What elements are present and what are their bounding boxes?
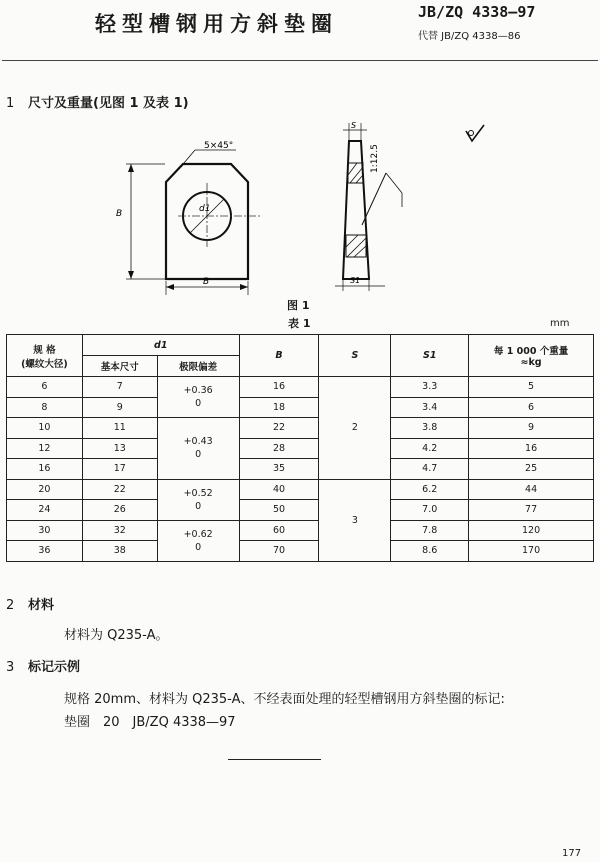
table-row <box>7 520 594 541</box>
cell-s1: 3.3 <box>391 377 469 398</box>
cell-weight: 5 <box>469 377 594 398</box>
washer-side-outline <box>343 141 369 279</box>
table-row <box>7 377 594 398</box>
chamfer-leader <box>178 150 195 170</box>
cell-tolerance: +0.43 0 <box>157 418 239 480</box>
cell-s1: 3.4 <box>391 397 469 418</box>
cell-spec: 12 <box>7 438 83 459</box>
cell-tolerance: +0.62 0 <box>157 520 239 561</box>
cell-weight: 25 <box>469 459 594 480</box>
section-2-number: 2 <box>6 598 15 613</box>
dim-arrow-right <box>240 284 248 290</box>
table-row <box>7 418 594 439</box>
table-row <box>7 541 594 562</box>
cell-d1: 9 <box>82 397 157 418</box>
cell-weight: 9 <box>469 418 594 439</box>
document-title: 轻型槽钢用方斜垫圈 <box>95 12 338 36</box>
cell-spec: 20 <box>7 479 83 500</box>
section-2-title: 材料 <box>28 598 55 613</box>
cell-d1: 22 <box>82 479 157 500</box>
section-1-number: 1 <box>6 96 15 111</box>
cell-b: 16 <box>239 377 319 398</box>
cell-s1: 7.0 <box>391 500 469 521</box>
cell-spec: 10 <box>7 418 83 439</box>
cell-spec: 30 <box>7 520 83 541</box>
cell-d1: 11 <box>82 418 157 439</box>
section-hatch-top <box>348 163 363 183</box>
header-d1-tolerance: 极限偏差 <box>157 356 239 377</box>
chamfer-label: 5×45° <box>204 141 234 151</box>
cell-spec: 6 <box>7 377 83 398</box>
dim-arrow-left <box>166 284 174 290</box>
cell-weight: 120 <box>469 520 594 541</box>
section-hatch-bottom <box>346 235 366 257</box>
cell-tolerance: +0.36 0 <box>157 377 239 418</box>
page-number: 177 <box>562 848 582 859</box>
cell-b: 50 <box>239 500 319 521</box>
section-1-title: 尺寸及重量(见图 1 及表 1) <box>28 96 189 111</box>
hole-label: d1 <box>199 204 211 214</box>
dim-arrow-up <box>128 164 134 172</box>
replaces-standard: 代替 JB/ZQ 4338—86 <box>418 31 521 42</box>
s1-label: S1 <box>350 276 361 285</box>
section-1-heading <box>6 92 189 111</box>
header-divider <box>2 60 598 61</box>
marking-example: 垫圈 20 JB/ZQ 4338—97 <box>64 715 236 730</box>
section-2-heading <box>6 594 54 613</box>
figure-caption: 图 1 <box>287 299 310 312</box>
cell-s: 3 <box>319 479 391 561</box>
cell-b: 35 <box>239 459 319 480</box>
dimension-table <box>6 334 594 562</box>
table-row <box>7 500 594 521</box>
cell-d1: 13 <box>82 438 157 459</box>
cell-b: 70 <box>239 541 319 562</box>
cell-b: 40 <box>239 479 319 500</box>
cell-b: 22 <box>239 418 319 439</box>
cell-s1: 7.8 <box>391 520 469 541</box>
footer-divider <box>228 759 321 760</box>
cell-s: 2 <box>319 377 391 480</box>
header-s: S <box>319 335 391 377</box>
cell-d1: 26 <box>82 500 157 521</box>
table-caption: 表 1 <box>288 317 311 330</box>
header-spec: 规 格 (螺纹大径) <box>7 335 83 377</box>
cell-d1: 38 <box>82 541 157 562</box>
cell-b: 28 <box>239 438 319 459</box>
header-weight: 每 1 000 个重量 ≈kg <box>469 335 594 377</box>
cell-weight: 6 <box>469 397 594 418</box>
cell-tolerance: +0.52 0 <box>157 479 239 520</box>
cell-spec: 36 <box>7 541 83 562</box>
dim-arrow-down <box>128 271 134 279</box>
header-d1: d1 <box>82 335 239 356</box>
material-text: 材料为 Q235-A。 <box>64 628 169 643</box>
cell-b: 18 <box>239 397 319 418</box>
cell-spec: 16 <box>7 459 83 480</box>
slope-line <box>362 173 386 225</box>
figure-1-drawing <box>0 115 600 305</box>
marking-description: 规格 20mm、材料为 Q235-A、不经表面处理的轻型槽钢用方斜垫圈的标记: <box>64 692 505 707</box>
cell-weight: 44 <box>469 479 594 500</box>
cell-weight: 16 <box>469 438 594 459</box>
header-s1: S1 <box>391 335 469 377</box>
table-unit: mm <box>550 318 570 329</box>
s-label: S <box>351 121 357 130</box>
section-3-number: 3 <box>6 660 15 675</box>
cell-d1: 17 <box>82 459 157 480</box>
cell-d1: 32 <box>82 520 157 541</box>
table-row <box>7 397 594 418</box>
cell-b: 60 <box>239 520 319 541</box>
cell-spec: 24 <box>7 500 83 521</box>
dim-b-horizontal-label: B <box>203 277 210 287</box>
cell-weight: 77 <box>469 500 594 521</box>
section-3-heading <box>6 656 80 675</box>
dim-b-vertical-label: B <box>116 209 123 219</box>
slope-label: 1:12.5 <box>370 144 380 173</box>
cell-s1: 6.2 <box>391 479 469 500</box>
cell-s1: 4.2 <box>391 438 469 459</box>
cell-spec: 8 <box>7 397 83 418</box>
section-3-title: 标记示例 <box>28 660 81 675</box>
table-row <box>7 459 594 480</box>
table-row <box>7 438 594 459</box>
cell-s1: 8.6 <box>391 541 469 562</box>
cell-d1: 7 <box>82 377 157 398</box>
table-row <box>7 479 594 500</box>
cell-weight: 170 <box>469 541 594 562</box>
header-d1-basic: 基本尺寸 <box>82 356 157 377</box>
cell-s1: 3.8 <box>391 418 469 439</box>
standard-code: JB/ZQ 4338—97 <box>418 3 536 21</box>
cell-s1: 4.7 <box>391 459 469 480</box>
header-b: B <box>239 335 319 377</box>
